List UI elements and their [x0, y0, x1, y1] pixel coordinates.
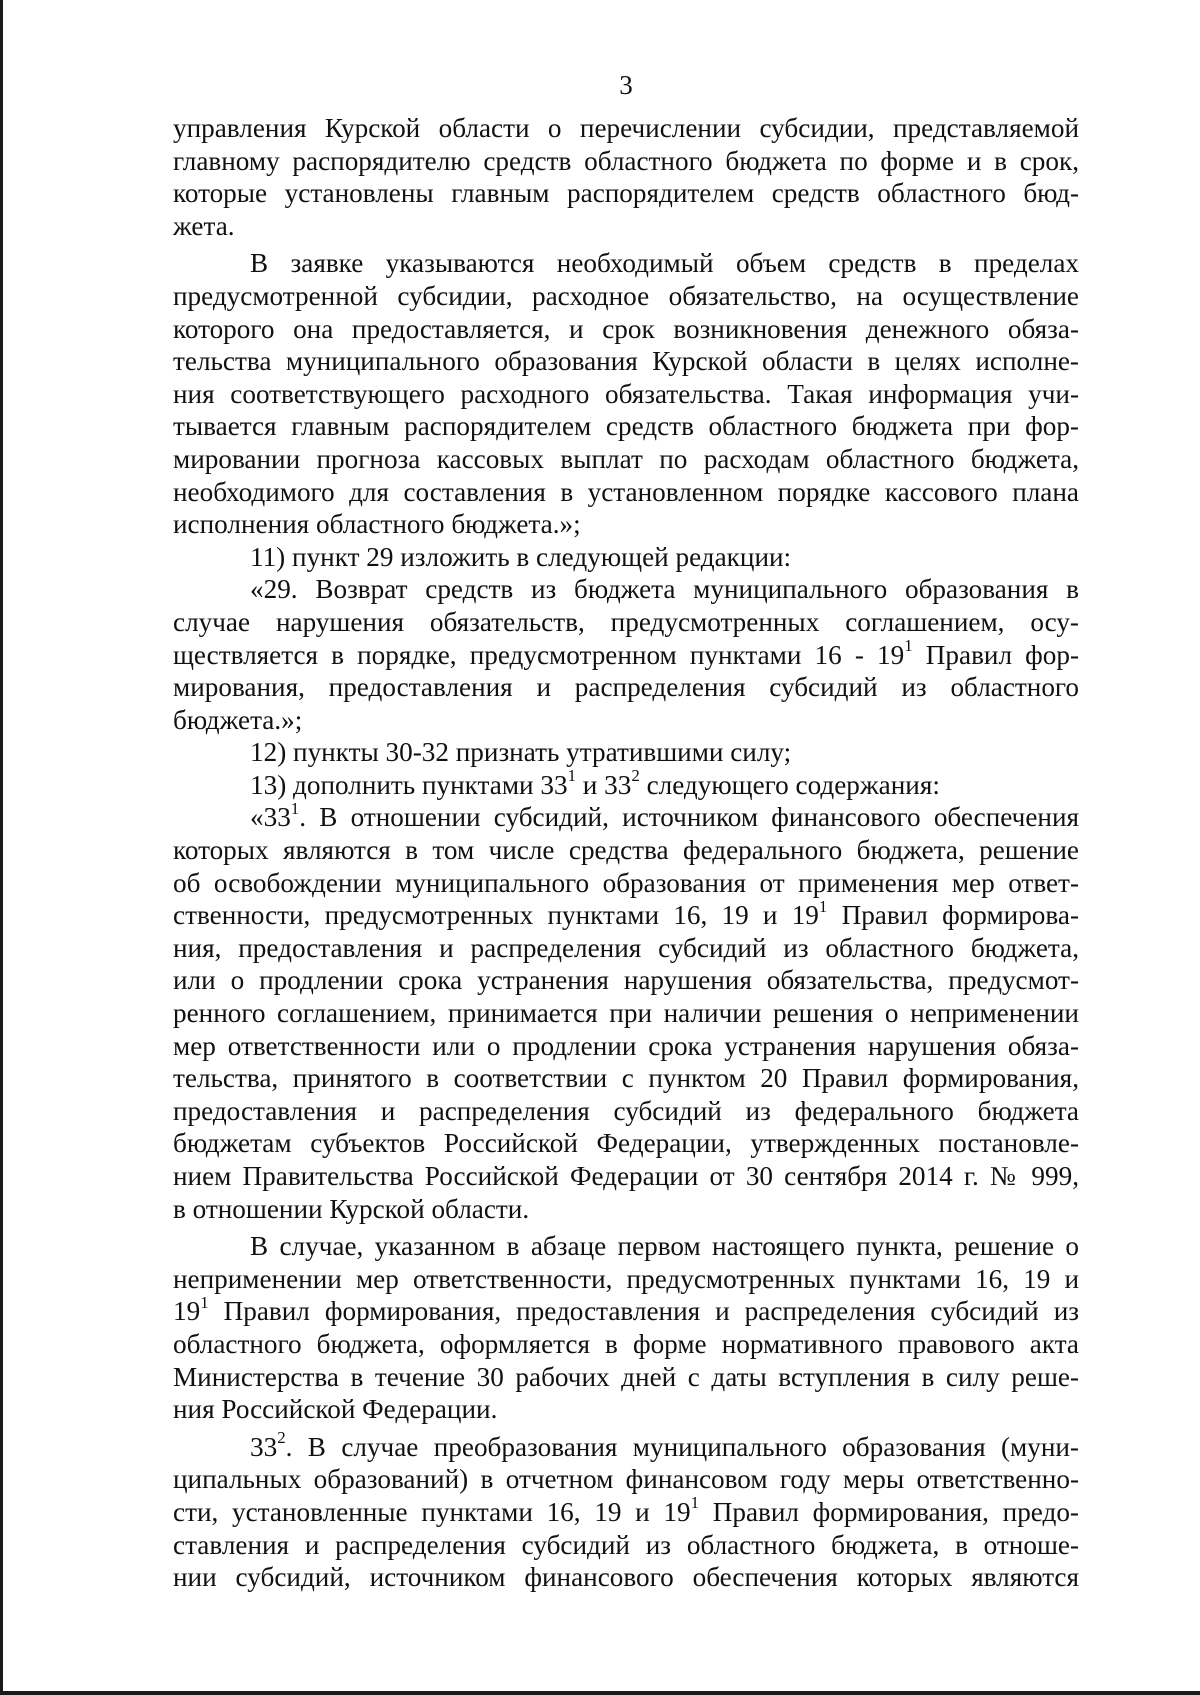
superscript: 1	[200, 1292, 209, 1312]
text-segment: жета.	[173, 210, 235, 241]
text-segment: «33	[250, 802, 291, 833]
text-segment: сти, установленные пунктами 16, 19 и 19	[173, 1496, 691, 1527]
text-line	[173, 443, 1079, 476]
text-segment: которые установлены главным распорядителем средств областного бюд-	[173, 178, 1079, 209]
text-line	[173, 1361, 1079, 1394]
text-line	[173, 766, 1079, 802]
text-segment: Министерства в течение 30 рабочих дней с даты вступления в силу реше-	[173, 1361, 1079, 1392]
text-segment: об освобождении муниципального образования от применения мер ответ-	[173, 867, 1079, 898]
text-segment: Правил формирова-	[827, 900, 1080, 931]
text-segment: предусмотренной субсидии, расходное обязательство, на осуществление	[173, 280, 1079, 311]
text-line	[173, 1095, 1079, 1128]
text-segment: в отношении Курской области.	[173, 1193, 530, 1224]
text-line	[173, 508, 1079, 541]
text-line	[173, 1428, 1079, 1464]
text-line	[173, 345, 1079, 378]
text-segment: мировании прогноза кассовых выплат по расходам областного бюджета,	[173, 443, 1079, 474]
text-line	[173, 145, 1079, 178]
text-line	[173, 210, 1079, 243]
superscript: 1	[904, 635, 913, 655]
text-segment: . В отношении субсидий, источником финансового обеспечения	[299, 802, 1079, 833]
text-line	[173, 606, 1079, 639]
text-segment: В заявке указываются необходимый объем средств в пределах	[250, 248, 1079, 279]
text-line	[173, 932, 1079, 965]
text-segment: ренного соглашением, принимается при наличии решения о неприменении	[173, 998, 1079, 1029]
text-segment: Правил формирования, предо-	[699, 1496, 1079, 1527]
text-segment: главному распорядителю средств областного бюджета по форме и в срок,	[173, 145, 1079, 176]
text-line	[173, 1062, 1079, 1095]
text-segment: ния, предоставления и распределения субсидий из областного бюджета,	[173, 932, 1079, 963]
text-line	[173, 1193, 1079, 1226]
superscript: 1	[818, 896, 828, 916]
text-segment: тельства, принятого в соответствии с пунктом 20 Правил формирования,	[173, 1063, 1079, 1094]
text-line	[173, 704, 1079, 737]
text-segment: ципальных образований) в отчетном финансовом году меры ответственно-	[173, 1464, 1079, 1495]
text-segment: ществляется в порядке, предусмотренном пунктами 16 - 19	[173, 639, 905, 670]
text-line	[173, 1030, 1079, 1063]
text-line	[173, 177, 1079, 210]
text-segment: В случае, указанном в абзаце первом настоящего пункта, решение о	[250, 1231, 1079, 1262]
superscript: 1	[290, 798, 300, 818]
scan-edge-left	[0, 0, 3, 1695]
text-segment: нии субсидий, источником финансового обеспечения которых являются	[173, 1562, 1079, 1593]
text-line	[173, 964, 1079, 997]
text-line	[173, 280, 1079, 313]
text-segment: которых являются в том числе средства федерального бюджета, решение	[173, 835, 1079, 866]
text-segment: мирования, предоставления и распределения субсидий из областного	[173, 672, 1079, 703]
text-line	[173, 867, 1079, 900]
text-segment: Правил фор-	[912, 639, 1079, 670]
text-line	[173, 1160, 1079, 1193]
text-segment: ставления и распределения субсидий из областного бюджета, в отноше-	[173, 1529, 1079, 1560]
text-line	[173, 1561, 1079, 1594]
text-segment: управления Курской области о перечислении субсидии, представляемой	[173, 113, 1079, 143]
text-segment: следующего содержания:	[639, 769, 940, 800]
text-segment: неприменении мер ответственности, предусмотренных пунктами 16, 19 и	[173, 1263, 1079, 1294]
text-segment: которого она предоставляется, и срок возникновения денежного обяза-	[173, 313, 1079, 344]
text-line	[173, 1493, 1079, 1529]
text-line	[173, 896, 1080, 932]
text-segment: «29. Возврат средств из бюджета муниципального образования в	[250, 574, 1079, 605]
text-segment: областного бюджета, оформляется в форме нормативного правового акта	[173, 1328, 1079, 1359]
text-segment: случае нарушения обязательств, предусмотренных соглашением, осу-	[173, 606, 1079, 637]
text-segment: тывается главным распорядителем средств областного бюджета при фор-	[173, 411, 1079, 442]
text-segment: 13) дополнить пунктами 33	[250, 769, 568, 800]
text-line	[173, 1393, 1079, 1426]
superscript: 1	[567, 766, 576, 786]
document-body	[173, 112, 1079, 1594]
text-line	[173, 736, 1079, 769]
text-segment: и 33	[576, 769, 632, 800]
text-line	[173, 1127, 1079, 1160]
text-segment: предоставления и распределения субсидий из федерального бюджета	[173, 1095, 1079, 1126]
text-line	[173, 573, 1079, 606]
text-segment: ственности, предусмотренных пунктами 16, 19 и 19	[173, 900, 819, 931]
text-line	[173, 476, 1079, 509]
text-segment: ния Российской Федерации.	[173, 1394, 498, 1425]
scan-edge-bottom	[0, 1691, 1200, 1695]
text-segment: исполнения областного бюджета.»;	[173, 509, 581, 540]
text-segment: бюджетам субъектов Российской Федерации, утвержденных постановле-	[173, 1128, 1079, 1159]
text-segment: бюджета.»;	[173, 704, 303, 735]
text-line	[173, 1292, 1079, 1328]
text-line	[173, 112, 1079, 145]
text-line	[173, 798, 1079, 834]
text-line	[173, 671, 1079, 704]
text-line	[173, 247, 1079, 280]
text-line	[173, 1328, 1079, 1361]
text-segment: Правил формирования, предоставления и распределения субсидий из	[208, 1296, 1079, 1327]
text-line	[173, 313, 1079, 346]
text-segment: 33	[250, 1431, 278, 1462]
text-line	[173, 410, 1079, 443]
page-number: 3	[619, 70, 633, 100]
text-line	[173, 1529, 1079, 1562]
text-segment: 11) пункт 29 изложить в следующей редакции:	[250, 541, 792, 572]
text-segment: или о продлении срока устранения нарушения обязательства, предусмот-	[173, 965, 1079, 996]
text-segment: тельства муниципального образования Курской области в целях исполне-	[173, 346, 1079, 377]
text-line	[173, 1230, 1079, 1263]
text-line	[173, 541, 1079, 574]
text-segment: ния соответствующего расходного обязательства. Такая информация учи-	[173, 378, 1079, 409]
superscript: 2	[631, 766, 640, 786]
text-segment: необходимого для составления в установленном порядке кассового плана	[173, 476, 1079, 507]
text-line	[173, 1263, 1079, 1296]
text-line	[173, 1463, 1079, 1496]
text-segment: нием Правительства Российской Федерации от 30 сентября 2014 г. № 999,	[173, 1161, 1079, 1191]
text-segment: 12) пункты 30-32 признать утратившими силу;	[250, 737, 792, 768]
text-line	[173, 997, 1079, 1030]
text-segment: . В случае преобразования муниципального образования (муни-	[285, 1431, 1079, 1462]
superscript: 2	[277, 1428, 286, 1448]
text-line	[173, 834, 1079, 867]
text-line	[173, 635, 1079, 672]
text-segment: 19	[173, 1296, 201, 1327]
text-line	[173, 378, 1079, 411]
superscript: 1	[690, 1493, 700, 1513]
text-segment: мер ответственности или о продлении срока устранения нарушения обяза-	[173, 1030, 1079, 1061]
